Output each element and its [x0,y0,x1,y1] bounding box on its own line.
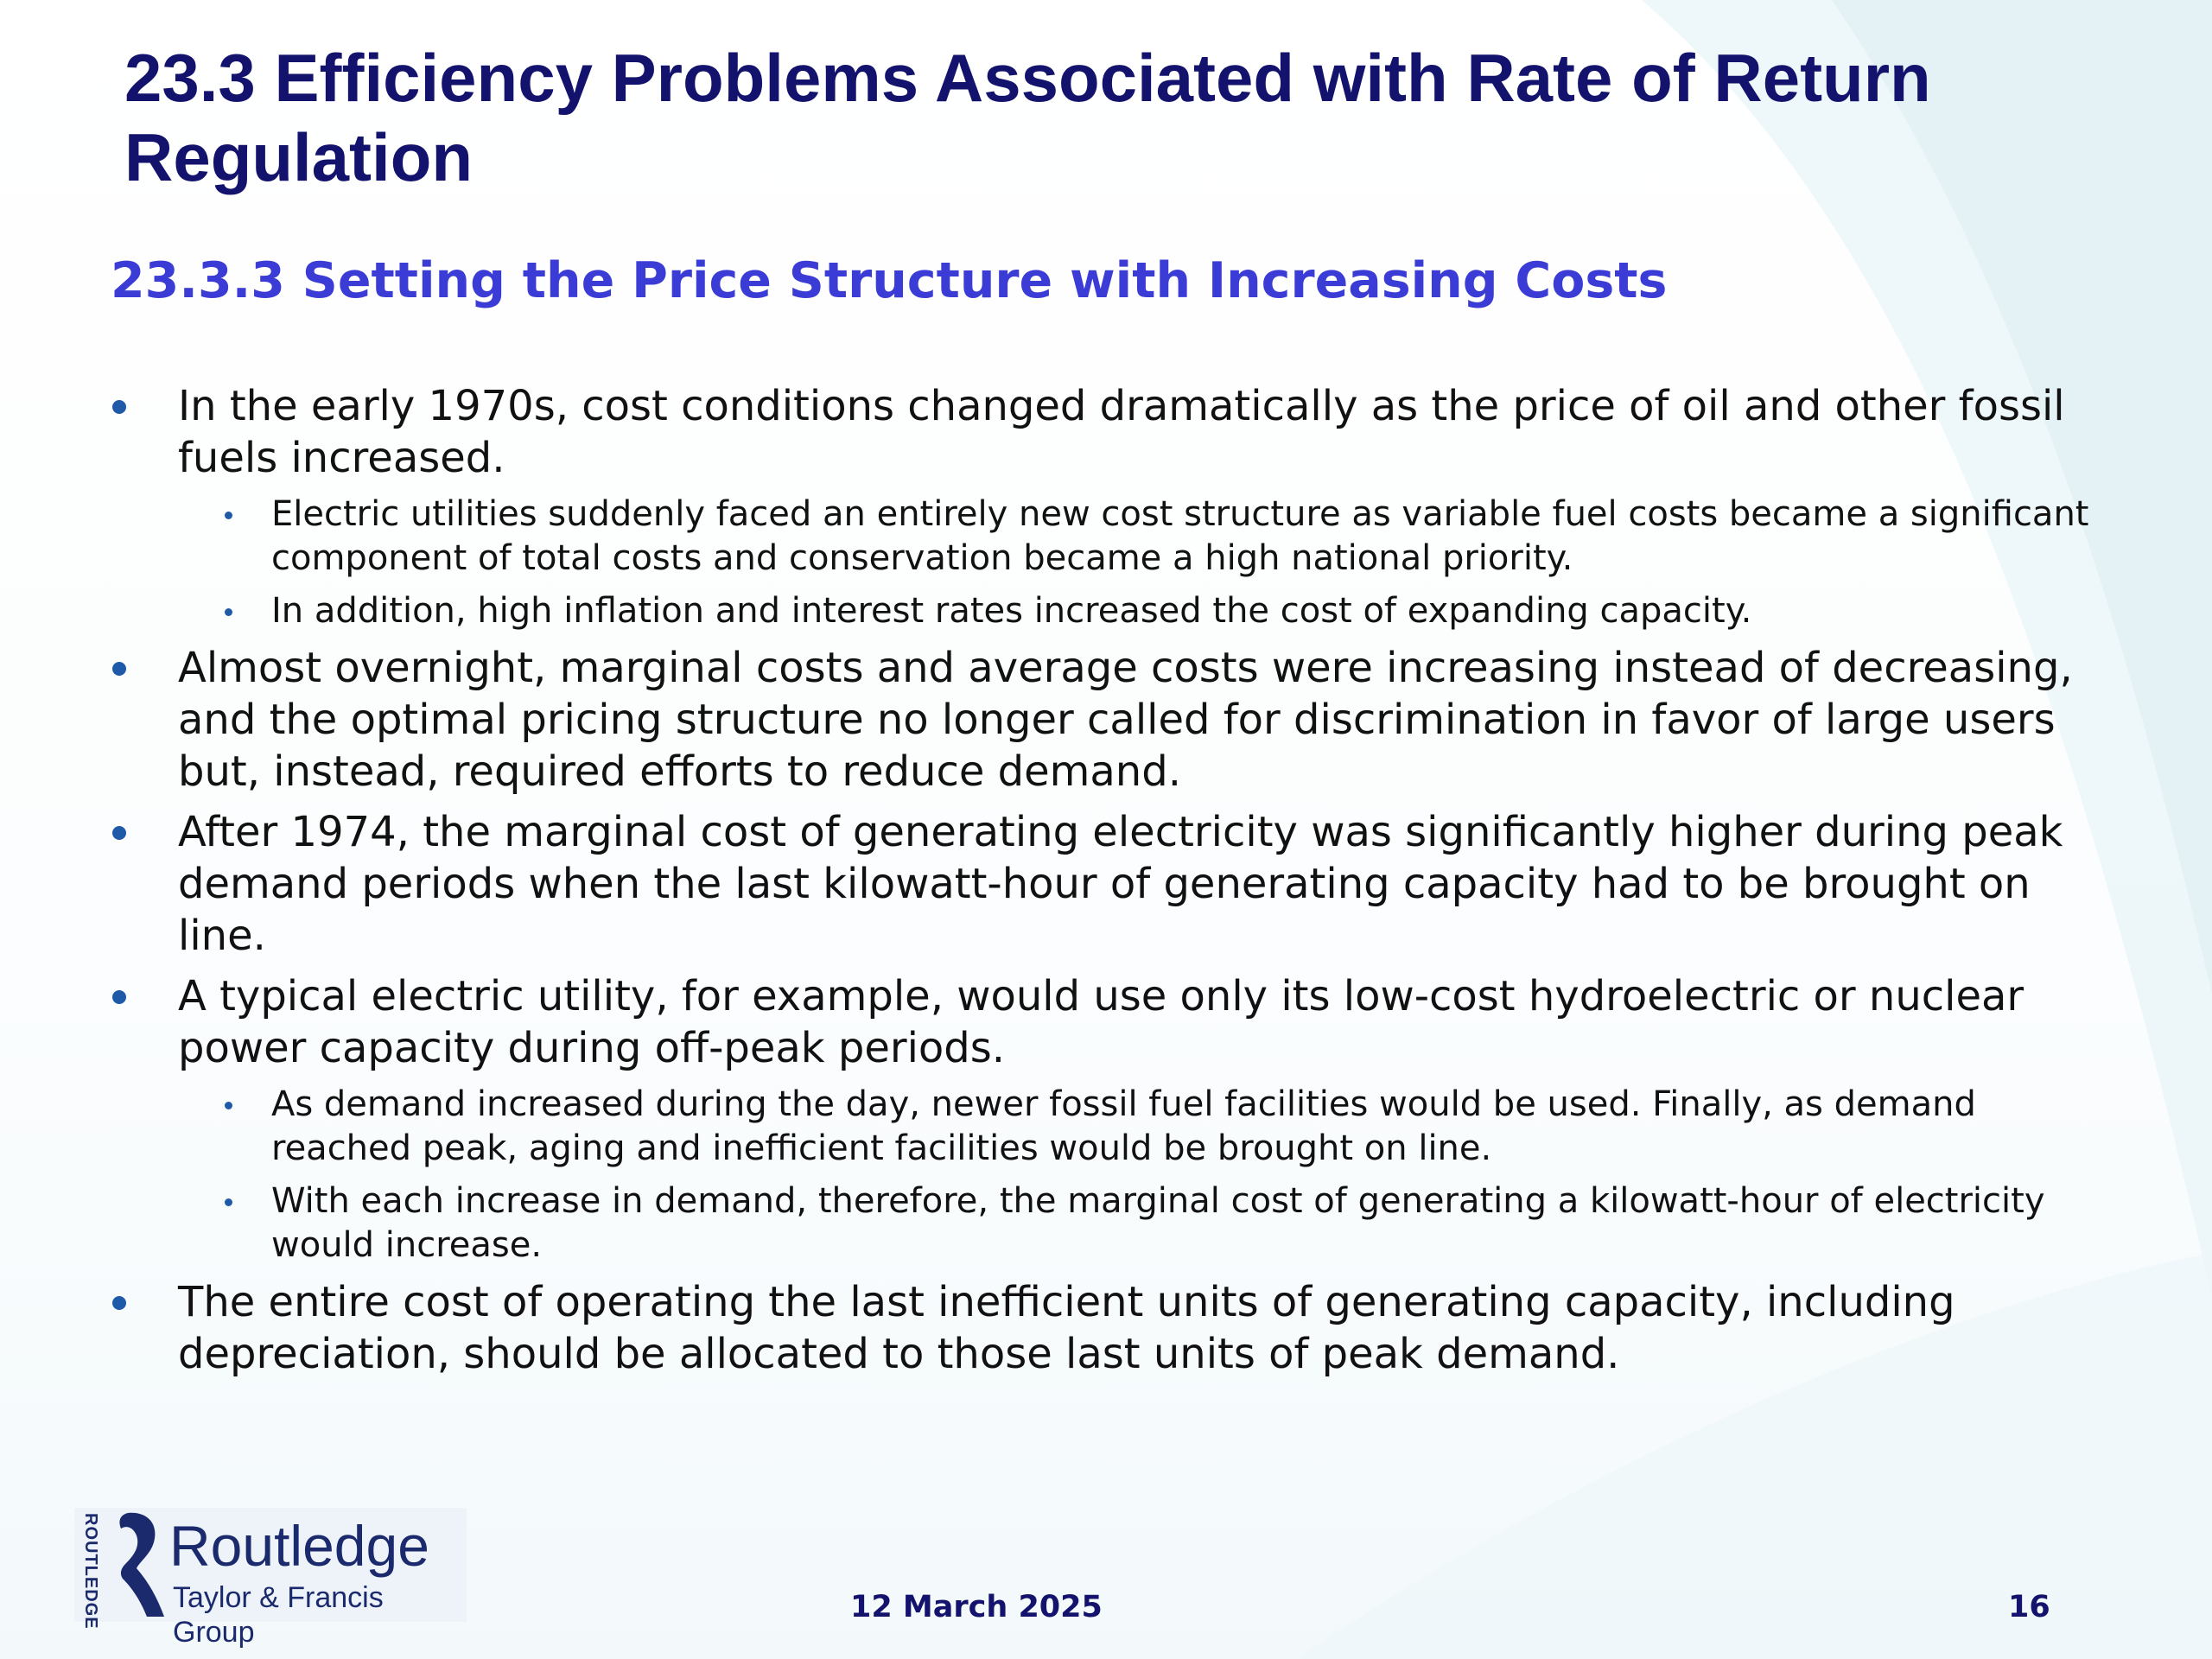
bullet-text: The entire cost of operating the last inefficient units of generating capacity, including depreciation, should be allocated to those last units of peak demand. [178,1278,1955,1378]
logo-name: Routledge [169,1514,429,1578]
sub-bullet-item [178,1179,2160,1268]
sub-bullet-list [178,493,2160,633]
sub-bullet-text: In addition, high inflation and interest rates increased the cost of expanding capacity. [271,591,1752,631]
bullet-item [0,970,2212,1268]
logo-vertical-text: ROUTLEDGE [81,1513,100,1630]
bullet-icon [112,400,126,414]
sub-bullet-text: As demand increased during the day, newer fossil fuel facilities would be used. Finally, as demand reached peak, aging and inefficient facilities would be brought on line. [271,1084,1976,1168]
bullet-icon [112,1296,126,1310]
bullet-text: In the early 1970s, cost conditions changed dramatically as the price of oil and other fossil fuels increased. [178,382,2065,482]
footer-date: 12 March 2025 [850,1590,1103,1624]
sub-bullet-item [178,1083,2160,1171]
bullet-text: After 1974, the marginal cost of generating electricity was significantly higher during peak demand periods when the last kilowatt-hour of generating capacity had to be brought on line. [178,808,2063,960]
bullet-list [0,380,2212,1389]
page-number: 16 [2008,1590,2050,1624]
bullet-text: Almost overnight, marginal costs and average costs were increasing instead of decreasing, and the optimal pricing structure no longer called for discrimination in favor of large users but, instead, required efforts to reduce demand. [178,644,2073,796]
sub-bullet-list [178,1083,2160,1268]
logo-group: Taylor & Francis Group [173,1581,384,1649]
bullet-item [0,380,2212,633]
sub-bullet-text: Electric utilities suddenly faced an entirely new cost structure as variable fuel costs became a significant component of total costs and conservation became a high national priority. [271,494,2089,578]
slide-subtitle: 23.3.3 Setting the Price Structure with Increasing Costs [111,252,1668,309]
sub-bullet-icon [225,512,232,519]
sub-bullet-icon [225,1102,232,1109]
bullet-item [0,1276,2212,1380]
bullet-text: A typical electric utility, for example, would use only its low-cost hydroelectric or nuclear power capacity during off-peak periods. [178,972,2024,1072]
routledge-logo [74,1508,467,1649]
sub-bullet-item [178,589,2160,633]
sub-bullet-item [178,493,2160,581]
bullet-icon [112,990,126,1004]
slide-title: 23.3 Efficiency Problems Associated with Rate of Return Regulation [124,40,1931,195]
bullet-icon [112,662,126,676]
bullet-item [0,642,2212,798]
sub-bullet-icon [225,608,232,616]
sub-bullet-icon [225,1198,232,1206]
bullet-icon [112,826,126,840]
sub-bullet-text: With each increase in demand, therefore, the marginal cost of generating a kilowatt-hour of electricity would increase. [271,1181,2045,1265]
routledge-head-icon [102,1508,168,1622]
bullet-item [0,806,2212,962]
